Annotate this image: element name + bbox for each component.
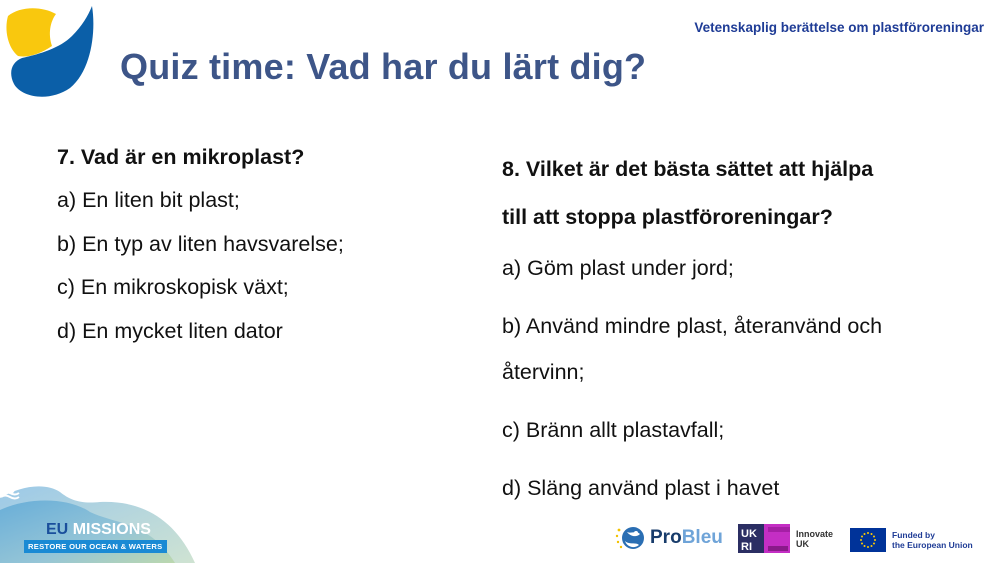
question-text <box>502 145 962 241</box>
probleu-swirl-icon <box>614 524 646 552</box>
eu-missions-missions: MISSIONS <box>72 521 151 538</box>
probleu-corner-logo-icon <box>0 0 100 100</box>
eu-flag-icon <box>850 528 886 552</box>
svg-text:RI: RI <box>741 541 752 553</box>
answer-option-d: d) En mycket liten dator <box>57 318 283 343</box>
question-7 <box>57 142 477 359</box>
probleu-wordmark: ProBleu <box>650 527 723 548</box>
answer-option-c: c) En mikroskopisk växt; <box>57 275 289 299</box>
question-text-line-1: 8. Vilket är det bästa sättet att hjälpa <box>502 157 874 181</box>
eu-missions-logo <box>0 478 200 563</box>
answer-option-b-line-1: b) Använd mindre plast, återanvänd och <box>502 314 883 338</box>
answer-option-b-line-2: återvinn; <box>502 360 585 384</box>
eu-missions-subtitle: RESTORE OUR OCEAN & WATERS <box>24 540 167 553</box>
answer-option-a: a) Göm plast under jord; <box>502 256 734 280</box>
answer-option-b <box>502 303 962 395</box>
answer-option-d: d) Släng använd plast i havet <box>502 476 780 500</box>
svg-text:UK: UK <box>741 528 757 540</box>
answer-option-b: b) En typ av liten havsvarelse; <box>57 231 344 256</box>
eu-missions-title <box>46 521 151 539</box>
topic-label: Vetenskaplig berättelse om plastföroreningar <box>694 20 984 35</box>
ukri-badge-icon <box>738 524 790 553</box>
eu-missions-eu: EU <box>46 521 69 538</box>
eu-funded-line-1: Funded by <box>892 530 935 540</box>
page-title: Quiz time: Vad har du lärt dig? <box>120 46 647 87</box>
eu-funded-line-2: the European Union <box>892 540 973 550</box>
probleu-logo <box>614 524 723 552</box>
innovate-uk-text <box>796 529 833 549</box>
innovate-uk-line-2: UK <box>796 538 809 549</box>
question-8 <box>502 145 962 523</box>
eu-funded-logo <box>850 528 973 552</box>
innovate-uk-logo <box>738 524 833 553</box>
question-text-line-2: till att stoppa plastföroreningar? <box>502 205 833 229</box>
water-drop-icon <box>0 478 20 500</box>
eu-funded-text <box>892 530 973 550</box>
innovate-uk-line-1: Innovate <box>796 528 834 539</box>
answer-option-c: c) Bränn allt plastavfall; <box>502 418 725 442</box>
answer-option-a: a) En liten bit plast; <box>57 188 240 212</box>
question-text: 7. Vad är en mikroplast? <box>57 145 305 169</box>
